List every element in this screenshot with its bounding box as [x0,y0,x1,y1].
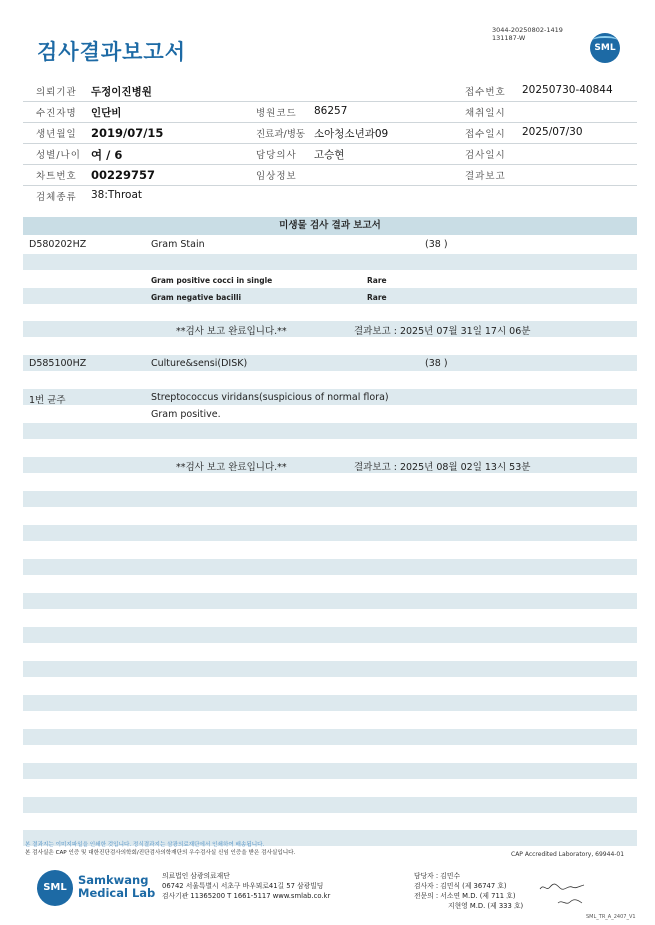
info-row [23,185,637,206]
lab-street: 06742 서울특별시 서초구 바우뫼로41길 57 삼광빌딩 [162,882,324,890]
stripe-row [23,525,637,541]
document-id-line1: 3044-20250802-1419 [492,26,563,34]
document-id-line2: 131187-W [492,34,526,42]
label-collection-date: 채취일시 [465,108,506,119]
value-sex-age: 여 / 6 [91,148,123,162]
value-requester: 두정이진병원 [91,86,152,98]
label-result-report: 결과보고 [465,171,506,182]
label-doctor: 담당의사 [256,150,297,161]
stripe-row [23,593,637,609]
sml-logo-text: SML [594,43,616,53]
stripe-row [23,423,637,439]
sml-logo-icon: SML [37,870,73,906]
logo-line1: Samkwang [78,873,149,887]
report-timestamp: 결과보고 : 2025년 08월 02일 13시 53분 [354,462,531,473]
stripe-row [23,627,637,643]
test-number: (38 ) [425,358,448,369]
stripe-row [23,457,637,473]
footer-notes [25,841,295,857]
value-hospital-code: 86257 [314,105,348,117]
signature-image [556,897,584,907]
value-department: 소아청소년과09 [314,128,389,140]
gram-result-value: Rare [367,276,387,285]
form-code: SML_TR_A_2407_V1 [586,914,636,920]
gram-result-value: Rare [367,293,387,302]
report-title: 검사결과보고서 [37,40,187,64]
stripe-row [23,491,637,507]
info-row [23,122,637,144]
stripe-row [23,321,637,337]
label-sex-age: 성별/나이 [36,150,81,161]
test-name: Culture&sensi(DISK) [151,358,248,369]
wave-icon [593,36,617,44]
info-row [23,143,637,165]
test-name: Gram Stain [151,239,205,250]
label-birthdate: 생년월일 [36,129,77,140]
stripe-row [23,661,637,677]
label-receipt-date: 접수일시 [465,129,506,140]
lab-contact: 검사기관 11365200 T 1661-5117 www.smlab.co.kr [162,892,331,900]
report-complete-text: **검사 보고 완료입니다.** [176,326,287,337]
gram-result-label: Gram negative bacilli [151,293,242,302]
info-row [23,164,637,186]
staff-tester: 검사자 : 김민식 (제 36747 호) [414,882,507,890]
value-doctor: 고승현 [314,149,345,161]
stripe-row [23,254,637,270]
test-number: (38 ) [425,239,448,250]
lab-name: 의료법인 삼광의료재단 [162,872,230,880]
cap-accreditation: CAP Accredited Laboratory, 69944-01 [511,851,625,858]
organism-name: Streptococcus viridans(suspicious of normal flora) [151,392,389,403]
label-patient-name: 수진자명 [36,108,77,119]
organism-label: 1번 균주 [29,395,66,406]
footer-logo-text [78,874,155,900]
info-row [23,101,637,123]
label-hospital-code: 병원코드 [256,108,297,119]
label-receipt-no: 접수번호 [465,87,506,98]
sml-logo [590,33,620,63]
stripe-row [23,797,637,813]
gram-result-label: Gram positive cocci in single [151,276,273,285]
footer-note-certification: 본 검사실은 CAP 인증 및 대한진단검사의학회/진단검사의학재단의 우수검사실 신임 인증을 받은 검사실입니다. [25,850,296,856]
staff-manager: 담당자 : 김민수 [414,872,461,880]
info-row [23,80,637,102]
section-title: 미생물 검사 결과 보고서 [23,217,637,235]
label-test-date: 검사일시 [465,150,506,161]
test-code: D585100HZ [29,358,87,369]
value-receipt-date: 2025/07/30 [522,126,583,138]
value-chart-no: 00229757 [91,168,156,182]
staff-list [414,871,523,911]
label-department: 진료과/병동 [256,129,306,140]
stripe-row [23,288,637,304]
label-requester: 의뢰기관 [36,87,77,98]
staff-specialist: 전문의 : 서소연 M.D. (제 711 호) [414,892,516,900]
label-chart-no: 차트번호 [36,171,77,182]
document-id [492,26,563,42]
value-receipt-no: 20250730-40844 [522,84,613,96]
test-code: D580202HZ [29,239,87,250]
value-specimen: 38:Throat [91,189,143,201]
stripe-row [23,763,637,779]
stripe-row [23,695,637,711]
stripe-row [23,559,637,575]
value-patient-name: 인단비 [91,107,122,119]
logo-line2: Medical Lab [78,886,156,900]
label-clinical-info: 임상정보 [256,171,297,182]
stripe-row [23,355,637,371]
lab-address [162,871,330,901]
value-birthdate: 2019/07/15 [91,126,164,140]
footer-note-image: 본 결과지는 이미지파일을 인쇄한 것입니다. 정식결과지는 삼광의료재단에서 인쇄하여 배송됩니다. [25,842,265,848]
report-complete-text: **검사 보고 완료입니다.** [176,462,287,473]
report-timestamp: 결과보고 : 2025년 07월 31일 17시 06분 [354,326,531,337]
stripe-row [23,729,637,745]
staff-specialist-2: 지현영 M.D. (제 333 호) [448,902,524,910]
organism-description: Gram positive. [151,409,221,420]
signature-image [538,881,586,893]
label-specimen: 검체종류 [36,192,77,203]
